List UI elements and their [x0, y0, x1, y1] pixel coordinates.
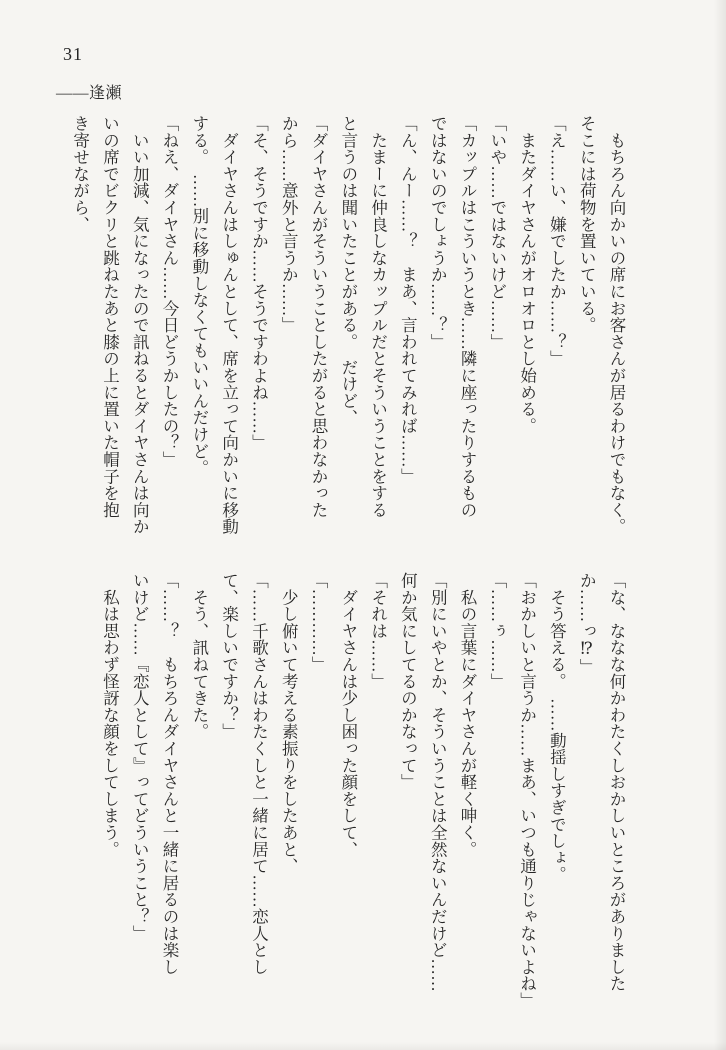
text-column-line: 「別にいやとか、そういうことは全然ないんだけど……	[428, 572, 448, 992]
vertical-text-block-bottom	[95, 572, 631, 1020]
scan-edge-shadow-right	[714, 0, 726, 1050]
text-column-line: たまーに仲良しなカップルだとそういうことをする	[368, 115, 388, 519]
text-column-line: そこには荷物を置いている。	[577, 115, 597, 334]
text-column-line: 少し俯いて考える素振りをしたあと、	[279, 572, 299, 875]
text-column-line: 「…………」	[309, 572, 329, 673]
scan-edge-shadow-bottom	[0, 1042, 726, 1050]
text-column-line: て、楽しいですか？」	[219, 572, 239, 740]
text-column-line: 私の言葉にダイヤさんが軽く呻く。	[458, 572, 478, 858]
text-column-line: そう、訊ねてきた。	[189, 572, 209, 740]
text-column-line: いけど……『恋人として』ってどういうこと？」	[130, 572, 150, 942]
text-column-line: そう答える。 ……動揺しすぎでしょ。	[547, 572, 567, 883]
text-column-line: いの席でビクリと跳ねたあと膝の上に置いた帽子を抱	[100, 115, 120, 519]
text-column-line: いい加減、気になったので訊ねるとダイヤさんは向か	[130, 115, 150, 535]
text-column-line: 「いや……ではないけど……」	[487, 115, 507, 351]
text-column-line: またダイヤさんがオロオロとし始める。	[517, 115, 537, 435]
text-column-line: 「な、ななな何かわたくしおかしいところがありました	[607, 572, 626, 992]
text-column-line: 「そ、そうですか……そうですわよね……」	[249, 115, 269, 451]
page-number: 31	[63, 44, 83, 64]
text-column-line: ダイヤさんはしゅんとして、席を立って向かいに移動	[219, 115, 239, 535]
text-column-line: と言うのは聞いたことがある。 だけど、	[338, 115, 358, 426]
vertical-text-block-top	[65, 115, 631, 563]
text-column-line: 「え……い、嫌でしたか……？」	[547, 115, 567, 367]
text-column-line: 「それは……」	[368, 572, 388, 690]
text-column-line: 「……ぅ……」	[487, 572, 507, 690]
text-column-line: 「……？ もちろんダイヤさんと一緒に居るのは楽し	[160, 572, 180, 976]
text-column-line: 「おかしいと言うか……まあ、いつも通りじゃないよね」	[517, 572, 537, 1009]
text-column-line: 「ねえ、ダイヤさん……今日どうかしたの？」	[160, 115, 180, 468]
text-column-line: ではないのでしょうか……？」	[428, 115, 448, 351]
text-column-line: 「ダイヤさんがそういうことしたがると思わなかった	[309, 115, 329, 519]
text-column-line: 「ん、んー……？ まあ、言われてみれば……」	[398, 115, 418, 485]
text-column-line: 「……千歌さんはわたくしと一緒に居て……恋人とし	[249, 572, 269, 976]
text-column-line: か……っ⁉」	[577, 572, 597, 676]
text-column-line: ダイヤさんは少し困った顔をして、	[338, 572, 358, 858]
running-header-chapter-title: ――逢瀬	[56, 85, 123, 102]
text-column-line: 何か気にしてるのかなって」	[398, 572, 418, 791]
text-column-line: 私は思わず怪訝な顔をしてしまう。	[100, 572, 120, 858]
text-column-line: する。 ……別に移動しなくてもいいんだけど。	[189, 115, 209, 477]
text-column-line: から……意外と言うか……」	[279, 115, 299, 334]
text-column-line: もちろん向かいの席にお客さんが居るわけでもなく。	[607, 115, 626, 535]
text-column-line: き寄せながら、	[70, 115, 90, 233]
text-column-line: 「カップルはこういうとき……隣に座ったりするもの	[458, 115, 478, 519]
